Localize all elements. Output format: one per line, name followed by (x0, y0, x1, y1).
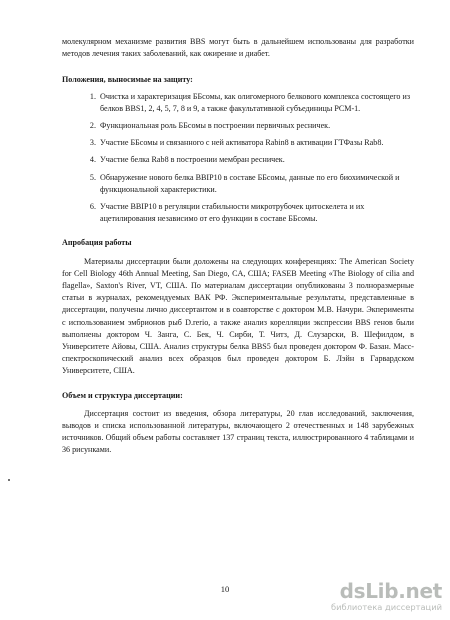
approbation-heading: Апробация работы (62, 238, 132, 248)
document-page (62, 36, 414, 457)
page-number: 10 (220, 584, 230, 594)
defense-item: 4. Участие белка Rab8 в построении мембран ресничек. (98, 154, 414, 166)
defense-item: 5. Обнаружение нового белка BBIP10 в составе ББсомы, данные по его биохимической и функциональной характеристики. (98, 172, 414, 196)
intro-paragraph: молекулярном механизме развития BBS могут быть в дальнейшем использованы для разработки методов лечения таких заболеваний, как ожирение и диабет. (62, 37, 414, 59)
approbation-paragraph: Материалы диссертации были доложены на следующих конференциях: The American Society for Cell Biology 46th Annual Meeting, San Diego, CA, США; FASEB Meeting «The Biology of cilia and flagella», Saxton's River, VT, США. По материалам диссертации опубликованы 3 полноразмерные статьи в журналах, рекомендуемых ВАК РФ. Экспериментальные результаты, представленные в диссертации, получены лично диссертантом и в соавторстве с доктором М.В. Начури. Экперименты с использованием эмбрионов рыб D.rerio, а также анализ корелляции экспрессии BBS генов были выполнены доктором Ч. Занга, С. Бек, Ч. Сирби, Т. Читз, Д. Слузарски, В. Шефилдом, в Университете Айовы, США. Анализ структуры белка BBS5 был проведен доктором Ф. Базан. Масс-спектроскопический анализ всех образцов был проведен доктором Б. Лэйн в Гарвардском Университете, США. (62, 256, 414, 376)
structure-paragraph: Диссертация состоит из введения, обзора литературы, 20 глав исследований, заключения, выводов и списка использованной литературы, включающего 2 отечественных и 148 зарубежных источников. Общий объем работы составляет 137 страниц текста, иллюстрированного 4 таблицами и 36 рисунками. (62, 408, 414, 455)
defense-item: 3. Участие ББсомы и связанного с ней активатора Rabin8 в активации ГТФазы Rab8. (98, 137, 414, 149)
structure-heading: Объем и структура диссертации: (62, 390, 183, 400)
margin-mark (8, 479, 10, 481)
watermark-brand: dsLib.net (339, 579, 442, 603)
defense-item: 2. Функциональная роль ББсомы в построении первичных ресничек. (98, 120, 414, 132)
watermark-subtitle: библиотека диссертаций (330, 602, 442, 612)
defense-item: 6. Участие BBIP10 в регуляции стабильности микротрубочек цитоскелета и их ацетилирования независимо от его функции в составе ББсомы. (98, 201, 414, 225)
watermark-logo (312, 580, 442, 614)
defense-heading: Положения, выносимые на защиту: (62, 75, 193, 85)
defense-list (62, 91, 414, 226)
defense-item: 1. Очистка и характеризация ББсомы, как олигомерного белкового комплекса состоящего из белков BBS1, 2, 4, 5, 7, 8 и 9, а также факультативной субъединицы PCM-1. (98, 91, 414, 115)
